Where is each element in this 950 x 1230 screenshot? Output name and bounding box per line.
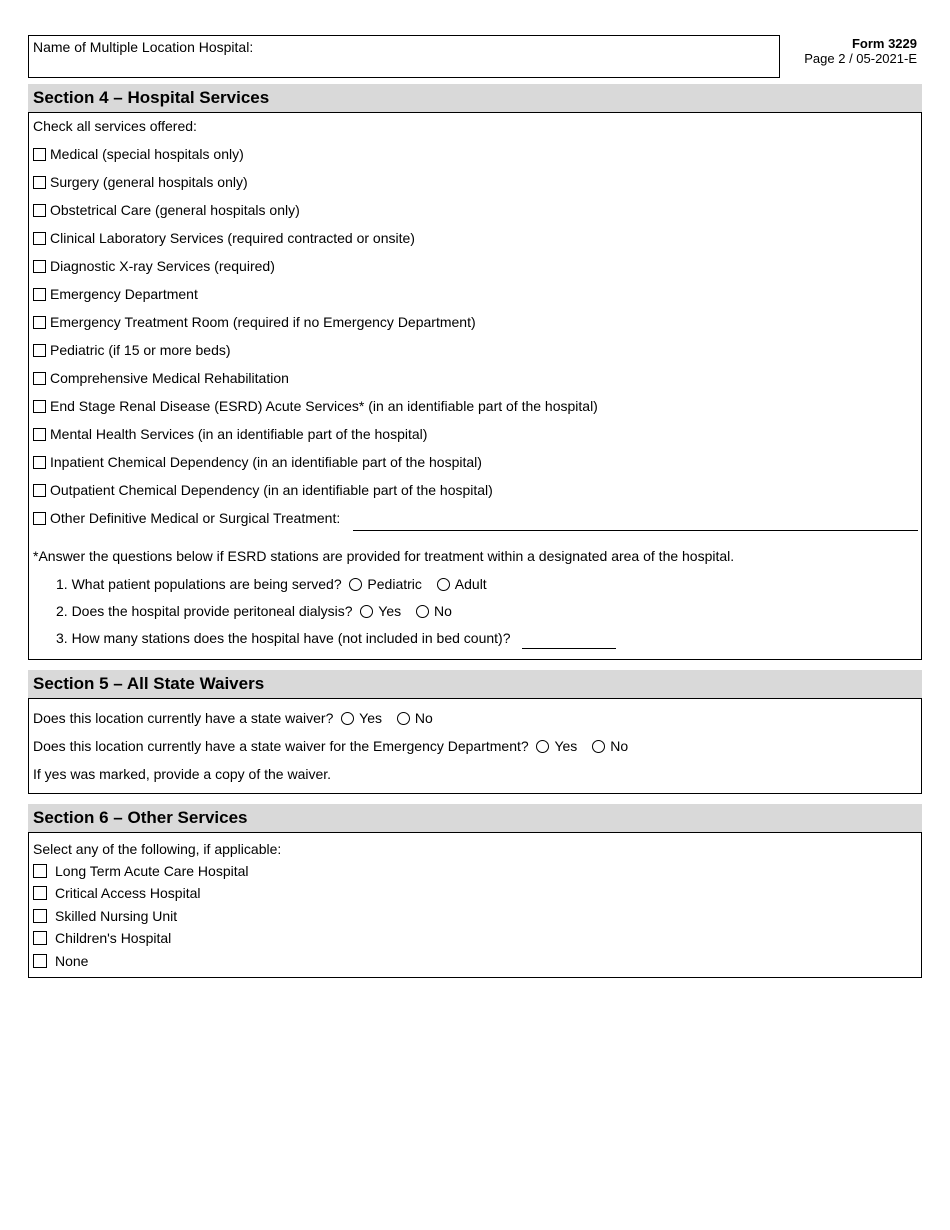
section4-instruction: Check all services offered: xyxy=(33,118,197,134)
service-label: Clinical Laboratory Services (required contracted or onsite) xyxy=(50,230,415,246)
yes-radio[interactable] xyxy=(360,605,373,618)
form-number: Form 3229 xyxy=(851,36,917,51)
other-service-item xyxy=(33,883,917,903)
radio-label: Yes xyxy=(554,738,578,754)
other-service-checkbox[interactable] xyxy=(33,864,47,878)
section4-title: Section 4 – Hospital Services xyxy=(28,84,922,112)
other-service-item xyxy=(33,928,917,948)
service-checkbox[interactable] xyxy=(33,260,46,273)
service-item xyxy=(33,144,917,164)
service-checkbox[interactable] xyxy=(33,400,46,413)
service-item xyxy=(33,480,917,500)
radio-label: No xyxy=(434,603,452,619)
esrd-question-stations xyxy=(33,628,917,648)
other-service-item xyxy=(33,951,917,971)
other-service-checkbox[interactable] xyxy=(33,886,47,900)
section5-title: Section 5 – All State Waivers xyxy=(28,670,922,698)
service-item xyxy=(33,256,917,276)
radio-label: No xyxy=(610,738,629,754)
service-label: End Stage Renal Disease (ESRD) Acute Services* (in an identifiable part of the hospital) xyxy=(50,398,598,414)
no-radio[interactable] xyxy=(416,605,429,618)
esrd-note: *Answer the questions below if ESRD stations are provided for treatment within a designated area of the hospital. xyxy=(33,548,735,564)
waiver-question xyxy=(33,708,917,728)
service-label: Other Definitive Medical or Surgical Treatment: xyxy=(50,510,341,526)
section5-box xyxy=(28,698,922,794)
radio-label: Yes xyxy=(378,603,402,619)
service-label: Surgery (general hospitals only) xyxy=(50,174,248,190)
radio-label: Yes xyxy=(359,710,382,726)
section6-instruction: Select any of the following, if applicable: xyxy=(33,841,282,857)
service-checkbox[interactable] xyxy=(33,204,46,217)
no-radio[interactable] xyxy=(397,712,410,725)
service-item xyxy=(33,172,917,192)
yes-radio[interactable] xyxy=(341,712,354,725)
service-item xyxy=(33,200,917,220)
adult-radio[interactable] xyxy=(437,578,450,591)
section4-box xyxy=(28,112,922,660)
other-service-label: Long Term Acute Care Hospital xyxy=(55,863,249,879)
question-text: Does this location currently have a state waiver? xyxy=(33,710,334,726)
service-item xyxy=(33,368,917,388)
service-label: Outpatient Chemical Dependency (in an identifiable part of the hospital) xyxy=(50,482,493,498)
other-service-item xyxy=(33,906,917,926)
service-checkbox[interactable] xyxy=(33,428,46,441)
service-checkbox[interactable] xyxy=(33,372,46,385)
form-identifier xyxy=(804,36,917,67)
hospital-name-label: Name of Multiple Location Hospital: xyxy=(33,39,254,55)
service-item xyxy=(33,452,917,472)
section6-title: Section 6 – Other Services xyxy=(28,804,922,832)
service-checkbox[interactable] xyxy=(33,288,46,301)
esrd-question-peritoneal xyxy=(33,601,917,621)
service-checkbox[interactable] xyxy=(33,176,46,189)
other-service-label: Skilled Nursing Unit xyxy=(55,908,178,924)
no-radio[interactable] xyxy=(592,740,605,753)
hospital-name-field[interactable] xyxy=(28,35,780,78)
yes-radio[interactable] xyxy=(536,740,549,753)
other-service-label: None xyxy=(55,953,89,969)
service-label: Comprehensive Medical Rehabilitation xyxy=(50,370,289,386)
service-label: Pediatric (if 15 or more beds) xyxy=(50,342,231,358)
service-checkbox[interactable] xyxy=(33,344,46,357)
service-label: Obstetrical Care (general hospitals only) xyxy=(50,202,300,218)
service-label: Emergency Treatment Room (required if no Emergency Department) xyxy=(50,314,476,330)
radio-label: Pediatric xyxy=(367,576,422,592)
service-item xyxy=(33,312,917,332)
question-text: 3. How many stations does the hospital have (not included in bed count)? xyxy=(56,630,511,646)
radio-label: Adult xyxy=(454,576,487,592)
other-treatment-input[interactable] xyxy=(353,530,918,531)
service-checkbox[interactable] xyxy=(33,232,46,245)
service-checkbox[interactable] xyxy=(33,148,46,161)
pediatric-radio[interactable] xyxy=(349,578,362,591)
service-checkbox[interactable] xyxy=(33,316,46,329)
service-label: Inpatient Chemical Dependency (in an identifiable part of the hospital) xyxy=(50,454,482,470)
service-label: Emergency Department xyxy=(50,286,198,302)
other-service-item xyxy=(33,861,917,881)
service-label: Medical (special hospitals only) xyxy=(50,146,244,162)
service-item xyxy=(33,396,917,416)
other-service-label: Critical Access Hospital xyxy=(55,885,201,901)
service-item xyxy=(33,424,917,444)
service-checkbox[interactable] xyxy=(33,512,46,525)
service-item xyxy=(33,340,917,360)
service-item xyxy=(33,228,917,248)
ed-waiver-question xyxy=(33,736,917,756)
stations-count-input[interactable] xyxy=(522,634,616,649)
service-checkbox[interactable] xyxy=(33,484,46,497)
service-checkbox[interactable] xyxy=(33,456,46,469)
other-service-checkbox[interactable] xyxy=(33,954,47,968)
page-info: Page 2 / 05-2021-E xyxy=(804,51,917,66)
other-service-label: Children's Hospital xyxy=(55,930,172,946)
service-item xyxy=(33,284,917,304)
other-service-checkbox[interactable] xyxy=(33,931,47,945)
service-label: Diagnostic X-ray Services (required) xyxy=(50,258,275,274)
radio-label: No xyxy=(414,710,433,726)
question-text: 1. What patient populations are being served? xyxy=(56,576,342,592)
service-item-other xyxy=(33,508,917,528)
waiver-note: If yes was marked, provide a copy of the waiver. xyxy=(33,766,332,782)
other-service-checkbox[interactable] xyxy=(33,909,47,923)
section6-box xyxy=(28,832,922,978)
question-text: 2. Does the hospital provide peritoneal dialysis? xyxy=(56,603,353,619)
service-label: Mental Health Services (in an identifiable part of the hospital) xyxy=(50,426,428,442)
question-text: Does this location currently have a state waiver for the Emergency Department? xyxy=(33,738,529,754)
esrd-question-populations xyxy=(33,574,917,594)
